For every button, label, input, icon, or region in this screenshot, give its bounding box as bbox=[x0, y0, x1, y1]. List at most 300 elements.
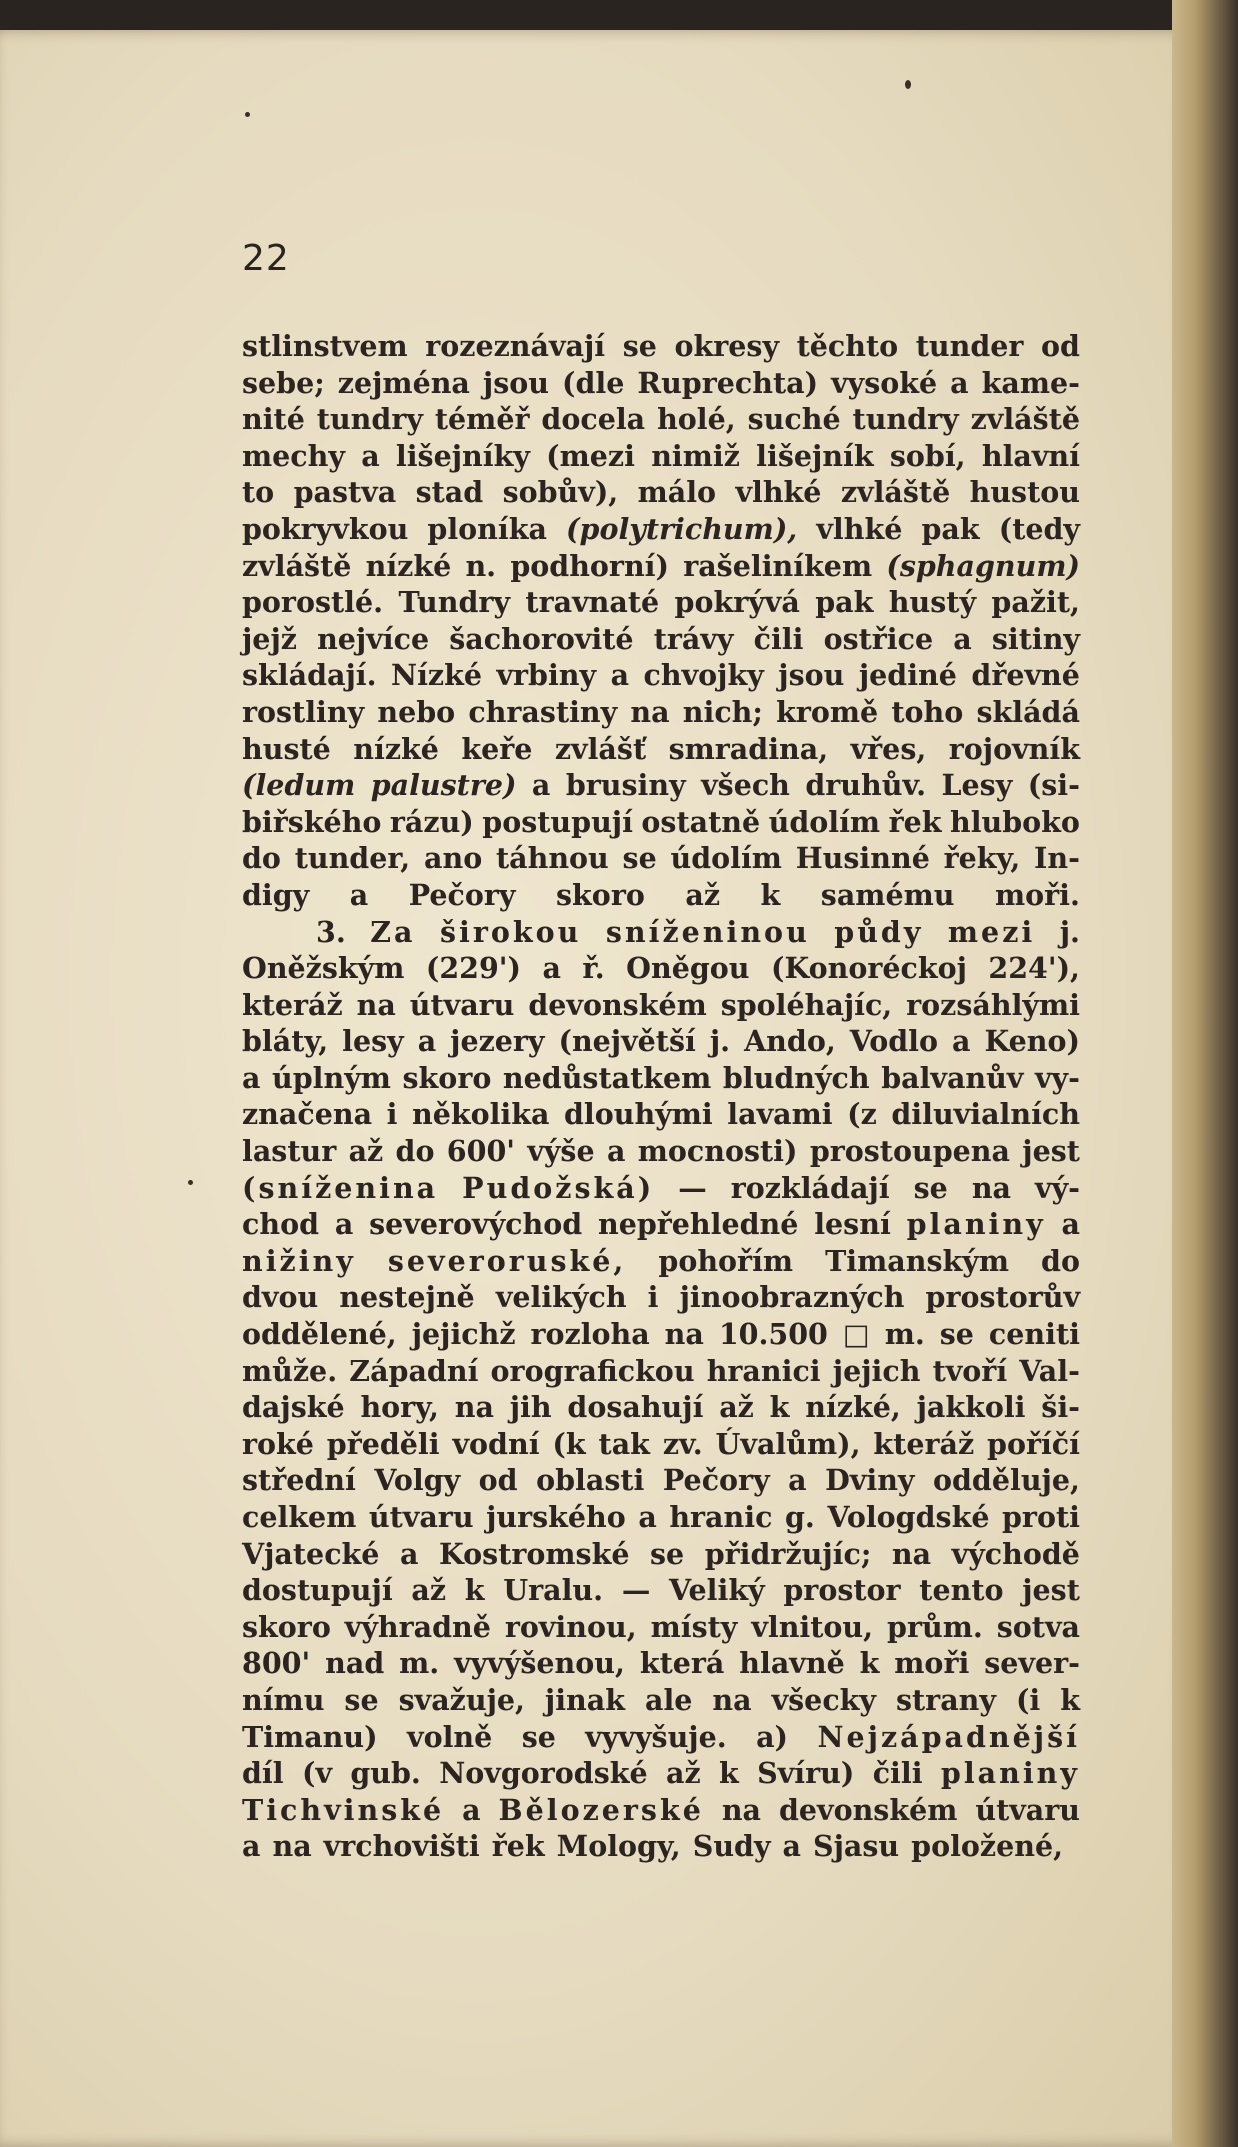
text-line bbox=[242, 511, 1080, 548]
word: Vjatecké bbox=[242, 1536, 380, 1571]
text-line bbox=[242, 1755, 1080, 1792]
word: všech bbox=[701, 768, 790, 803]
word: nízké bbox=[353, 731, 439, 766]
word: suché bbox=[747, 402, 841, 437]
word: holé, bbox=[657, 402, 736, 437]
text-line bbox=[242, 1572, 1080, 1609]
text-line bbox=[242, 328, 1080, 365]
word: Tundry bbox=[398, 585, 511, 620]
word: a bbox=[638, 1500, 657, 1534]
word: skoro bbox=[402, 1060, 492, 1095]
word: úplným bbox=[272, 1060, 391, 1095]
text-line bbox=[242, 1828, 1080, 1865]
word: ano bbox=[424, 841, 483, 876]
word: brusiny bbox=[565, 768, 686, 803]
word: prům. bbox=[887, 1609, 983, 1644]
word: — bbox=[621, 1573, 651, 1608]
word: širokou bbox=[440, 914, 582, 949]
body-text bbox=[242, 328, 1080, 1865]
word: Tichvinské bbox=[242, 1792, 445, 1827]
word: Pečory bbox=[662, 1463, 770, 1498]
word: na bbox=[712, 1682, 752, 1717]
text-line bbox=[242, 914, 1080, 951]
word: vrchovišti bbox=[323, 1829, 480, 1864]
word: proti bbox=[1002, 1500, 1080, 1534]
text-line bbox=[242, 621, 1080, 658]
word: jinak bbox=[544, 1682, 625, 1717]
word: Veliký bbox=[669, 1573, 765, 1608]
word: Lesy bbox=[941, 768, 1013, 803]
word: od bbox=[1041, 329, 1080, 363]
word: a bbox=[953, 621, 972, 656]
word: nité bbox=[242, 402, 305, 437]
word: Novgorodské bbox=[439, 1756, 648, 1791]
word: travnaté bbox=[525, 585, 660, 620]
ink-speck bbox=[188, 1180, 193, 1185]
word: nízké bbox=[365, 548, 452, 583]
word: (229') bbox=[425, 951, 522, 986]
word: trávy bbox=[653, 621, 734, 656]
word: balvanův bbox=[881, 1060, 1024, 1095]
text-line bbox=[242, 1462, 1080, 1499]
word: a bbox=[782, 1829, 801, 1864]
word: bludných bbox=[722, 1060, 870, 1095]
word: do bbox=[242, 841, 281, 876]
word: (z bbox=[847, 1097, 877, 1132]
word: samému bbox=[820, 877, 955, 912]
page-number: 22 bbox=[242, 238, 290, 279]
word: Ando, bbox=[744, 1024, 836, 1059]
word: hluboko bbox=[949, 804, 1080, 839]
word: čili bbox=[872, 1756, 923, 1791]
word: moři bbox=[894, 1646, 970, 1681]
text-line bbox=[242, 987, 1080, 1024]
text-line bbox=[242, 1682, 1080, 1719]
word: až bbox=[685, 877, 721, 912]
word: odděluje, bbox=[933, 1463, 1080, 1498]
word: Sjasu bbox=[813, 1829, 900, 1864]
word: sobův), bbox=[502, 475, 619, 510]
word: Volgy bbox=[374, 1463, 461, 1498]
text-line bbox=[242, 1023, 1080, 1060]
word: se bbox=[913, 1170, 948, 1205]
word: smradina, bbox=[668, 731, 829, 766]
word: značena bbox=[242, 1097, 373, 1132]
word: gub. bbox=[350, 1756, 421, 1791]
word: málo bbox=[637, 475, 717, 510]
word: a bbox=[542, 951, 561, 986]
text-line bbox=[242, 1060, 1080, 1097]
text-line bbox=[242, 694, 1080, 731]
word: kteráž bbox=[242, 987, 343, 1022]
word: tundry bbox=[316, 402, 423, 437]
word: skládají. bbox=[242, 658, 377, 693]
word: a bbox=[531, 768, 551, 803]
text-line bbox=[242, 1243, 1080, 1280]
word: kame- bbox=[981, 365, 1080, 400]
word: a bbox=[349, 877, 369, 912]
word: střední bbox=[242, 1463, 356, 1498]
word: a bbox=[610, 658, 630, 693]
word: druhův. bbox=[805, 768, 927, 803]
word: zvlášť bbox=[554, 731, 647, 766]
word: tento bbox=[919, 1573, 1004, 1608]
word: ř. bbox=[582, 951, 605, 986]
text-line bbox=[242, 1353, 1080, 1390]
word: tak bbox=[598, 1426, 650, 1461]
word: nebo bbox=[377, 694, 456, 729]
word: moři. bbox=[995, 877, 1080, 912]
word: m. bbox=[399, 1646, 440, 1681]
word: Timanským bbox=[825, 1243, 1009, 1278]
word: a) bbox=[756, 1719, 789, 1754]
word: Pečory bbox=[408, 877, 516, 912]
word: celkem bbox=[242, 1500, 357, 1534]
word: na bbox=[721, 1792, 761, 1827]
word: hory, bbox=[360, 1390, 439, 1425]
word: biřského bbox=[242, 804, 382, 839]
word: Mology, bbox=[556, 1829, 681, 1864]
word: táhnou bbox=[495, 841, 609, 876]
word: Úvalům), bbox=[715, 1426, 861, 1461]
word: digy bbox=[242, 877, 310, 912]
word: (ledum bbox=[242, 768, 356, 803]
word: vyvýšenou, bbox=[454, 1646, 625, 1681]
word: a bbox=[952, 1024, 971, 1059]
word: nad bbox=[325, 1646, 385, 1681]
text-line bbox=[242, 804, 1080, 841]
word: Timanu) bbox=[242, 1719, 378, 1754]
word: útvaru bbox=[368, 1500, 474, 1534]
text-line bbox=[242, 1426, 1080, 1463]
word: diluvialních bbox=[891, 1097, 1080, 1132]
word: j. bbox=[709, 1024, 731, 1059]
word: na bbox=[356, 987, 396, 1022]
word: (dle bbox=[562, 365, 625, 400]
word: a bbox=[462, 1792, 481, 1827]
word: pak bbox=[815, 585, 874, 620]
word: poříčí bbox=[987, 1426, 1080, 1461]
word: hlavní bbox=[981, 438, 1080, 473]
word: Keno) bbox=[984, 1024, 1080, 1059]
word: předěli bbox=[326, 1426, 440, 1461]
word: spoléhajíc, bbox=[720, 987, 893, 1022]
word: díl bbox=[242, 1756, 284, 1791]
word: jinoobrazných bbox=[679, 1280, 905, 1315]
word: podhorní) bbox=[510, 548, 669, 583]
word: Kostromské bbox=[438, 1536, 630, 1571]
word: Oněžským bbox=[242, 951, 405, 986]
word: a bbox=[334, 1207, 354, 1242]
word: hranic bbox=[669, 1500, 773, 1534]
word: (v bbox=[301, 1756, 332, 1791]
word: oblasti bbox=[536, 1463, 645, 1498]
word: vyvyšuje. bbox=[585, 1719, 727, 1754]
word: (si- bbox=[1027, 768, 1080, 803]
word: dosahují bbox=[567, 1390, 704, 1425]
word: stlinstvem bbox=[242, 329, 408, 363]
word: (i bbox=[1015, 1682, 1041, 1717]
word: porostlé. bbox=[242, 585, 384, 620]
word: Sudy bbox=[692, 1829, 771, 1864]
word: a bbox=[417, 1024, 437, 1059]
word: tunder bbox=[915, 329, 1024, 363]
word: řek bbox=[491, 1829, 545, 1864]
word: severovýchod bbox=[369, 1207, 583, 1242]
word: husté bbox=[242, 731, 331, 766]
word: rázu) bbox=[389, 804, 474, 839]
word: nejvíce bbox=[317, 621, 430, 656]
word: rojovník bbox=[948, 731, 1080, 766]
word: nímu bbox=[242, 1682, 325, 1717]
word: sebe; bbox=[242, 365, 325, 400]
word: až bbox=[411, 1573, 447, 1608]
word: Oněgou bbox=[626, 951, 750, 986]
word: jezery bbox=[450, 1024, 545, 1059]
word: zvláště bbox=[970, 402, 1080, 437]
word: přidržujíc; bbox=[704, 1536, 872, 1571]
word: dřevné bbox=[971, 658, 1080, 693]
word: místy bbox=[650, 1609, 738, 1644]
word: m. bbox=[884, 1317, 925, 1352]
word: vrbiny bbox=[496, 658, 597, 693]
word: jejichž bbox=[411, 1317, 516, 1352]
word: rašeliníkem bbox=[683, 548, 873, 583]
word: sever- bbox=[984, 1646, 1080, 1681]
word: vý- bbox=[1035, 1170, 1080, 1205]
text-line bbox=[242, 1609, 1080, 1646]
word: těchto bbox=[796, 329, 899, 363]
word: a bbox=[950, 365, 969, 400]
word: téměř bbox=[434, 402, 530, 437]
word: skládá bbox=[976, 694, 1080, 729]
word: (Konoréckoj bbox=[770, 951, 967, 986]
word: nepřehledné bbox=[598, 1207, 799, 1242]
word: se bbox=[650, 1536, 685, 1571]
word: Vodlo bbox=[849, 1024, 939, 1059]
word: skoro bbox=[556, 877, 645, 912]
word: všecky bbox=[771, 1682, 876, 1717]
word: k bbox=[1060, 1682, 1080, 1717]
word: sitiny bbox=[991, 621, 1080, 656]
word: jest bbox=[1022, 1134, 1080, 1169]
word: strany bbox=[895, 1682, 996, 1717]
word: se bbox=[622, 841, 657, 876]
text-line bbox=[242, 950, 1080, 987]
word: vlhké bbox=[735, 475, 822, 510]
word: oddělené, bbox=[242, 1317, 397, 1352]
word: Dviny bbox=[825, 1463, 915, 1498]
word: Západní bbox=[349, 1353, 479, 1388]
word: toho bbox=[891, 694, 964, 729]
word: (sníženina bbox=[242, 1170, 439, 1205]
ink-speck bbox=[245, 112, 250, 117]
word: dostupují bbox=[242, 1573, 393, 1608]
word: a bbox=[242, 1060, 261, 1095]
word: Ruprechta) bbox=[637, 365, 819, 400]
word: výše bbox=[527, 1134, 595, 1169]
word: k bbox=[464, 1573, 485, 1608]
word: zvláště bbox=[840, 475, 951, 510]
word: 800' bbox=[242, 1646, 311, 1681]
text-line bbox=[242, 877, 1080, 914]
word: pažit, bbox=[991, 585, 1080, 620]
word: nich; bbox=[682, 694, 763, 729]
word: (největší bbox=[558, 1024, 696, 1059]
word: mocnosti) bbox=[637, 1134, 798, 1169]
word: g. bbox=[784, 1500, 815, 1534]
word: pastva bbox=[293, 475, 397, 510]
text-line bbox=[242, 1316, 1080, 1353]
word: dlouhými bbox=[564, 1097, 713, 1132]
word: k bbox=[760, 877, 781, 912]
word: vodní bbox=[452, 1426, 540, 1461]
word: Husinné bbox=[795, 841, 930, 876]
word: kromě bbox=[776, 694, 879, 729]
word: jsou bbox=[482, 365, 549, 400]
word: jejich bbox=[832, 1353, 921, 1388]
word: okresy bbox=[674, 329, 780, 363]
word: čili bbox=[753, 621, 804, 656]
word: rostliny bbox=[242, 694, 365, 729]
text-line bbox=[242, 1499, 1080, 1536]
word: vlnitou, bbox=[751, 1609, 874, 1644]
word: sobí, bbox=[889, 438, 966, 473]
word: postupují bbox=[482, 804, 633, 839]
word: pak bbox=[921, 511, 980, 546]
text-line bbox=[242, 1389, 1080, 1426]
text-line bbox=[242, 1536, 1080, 1573]
word: jediné bbox=[858, 658, 957, 693]
word: na bbox=[630, 694, 670, 729]
word: lavami bbox=[727, 1097, 833, 1132]
word: vy- bbox=[1035, 1060, 1080, 1095]
word: se bbox=[939, 1317, 974, 1352]
word: šachorovité bbox=[449, 621, 634, 656]
word: dvou bbox=[242, 1280, 319, 1315]
word: 10.500 bbox=[718, 1317, 828, 1352]
word: n. bbox=[465, 548, 497, 583]
word: sotva bbox=[996, 1609, 1080, 1644]
word: Pudožská) bbox=[462, 1170, 655, 1205]
word: i bbox=[386, 1097, 398, 1132]
word: rozeznávají bbox=[425, 329, 606, 363]
text-line bbox=[242, 438, 1080, 475]
word: Nejzápadnější bbox=[817, 1719, 1080, 1754]
word: sníženinou bbox=[605, 914, 810, 949]
word: východě bbox=[951, 1536, 1080, 1571]
word: zejména bbox=[337, 365, 470, 400]
word: mezi bbox=[947, 914, 1036, 949]
word: jurského bbox=[486, 1500, 626, 1534]
word: nízké, bbox=[805, 1390, 901, 1425]
word: lišejníky bbox=[395, 438, 530, 473]
word: chod bbox=[242, 1207, 320, 1242]
word: □ bbox=[842, 1317, 870, 1352]
text-line bbox=[242, 1206, 1080, 1243]
word: a bbox=[242, 1829, 261, 1864]
word: roké bbox=[242, 1426, 314, 1461]
word: 224'), bbox=[988, 951, 1080, 986]
word: nižiny bbox=[242, 1243, 356, 1278]
word: docela bbox=[541, 402, 646, 437]
word: údolím bbox=[670, 841, 782, 876]
word: dajské bbox=[242, 1390, 345, 1425]
text-line bbox=[242, 474, 1080, 511]
word: (tedy bbox=[998, 511, 1080, 546]
word: i bbox=[647, 1280, 659, 1315]
word: pohořím bbox=[658, 1243, 794, 1278]
word: rovinou, bbox=[504, 1609, 637, 1644]
word: jsou bbox=[778, 658, 845, 693]
word: velikých bbox=[495, 1280, 627, 1315]
text-line bbox=[242, 840, 1080, 877]
word: bláty, bbox=[242, 1024, 329, 1059]
word: výhradně bbox=[344, 1609, 491, 1644]
word: jakkoli bbox=[916, 1390, 1026, 1425]
page-edge bbox=[1172, 0, 1238, 2147]
word: svažuje, bbox=[398, 1682, 525, 1717]
word: útvaru bbox=[975, 1792, 1080, 1827]
word: ostatně bbox=[641, 804, 761, 839]
word: vlhké bbox=[816, 511, 903, 546]
word: ši- bbox=[1041, 1390, 1080, 1425]
book-page bbox=[0, 30, 1190, 2147]
word: Nízké bbox=[391, 658, 482, 693]
word: pokryvkou bbox=[242, 511, 409, 546]
text-line bbox=[242, 401, 1080, 438]
word: pokrývá bbox=[674, 585, 800, 620]
word: hranici bbox=[706, 1353, 821, 1388]
word: (polytrichum), bbox=[566, 511, 798, 546]
word: prostoupena bbox=[809, 1134, 1010, 1169]
word: ale bbox=[644, 1682, 693, 1717]
word: Val- bbox=[1019, 1353, 1080, 1388]
word: a bbox=[606, 1134, 626, 1169]
word: Bělozerské bbox=[498, 1792, 704, 1827]
word: — bbox=[678, 1170, 707, 1205]
word: zvláště bbox=[242, 548, 352, 583]
word: se bbox=[344, 1682, 379, 1717]
word: a bbox=[788, 1463, 807, 1498]
word: až bbox=[348, 1134, 384, 1169]
word: vysoké bbox=[831, 365, 938, 400]
word: mechy bbox=[242, 438, 345, 473]
word: jih bbox=[509, 1390, 552, 1425]
word: na bbox=[664, 1317, 704, 1352]
word: nestejně bbox=[339, 1280, 475, 1315]
word: a bbox=[399, 1536, 419, 1571]
word: (k bbox=[552, 1426, 586, 1461]
word: Za bbox=[370, 914, 416, 949]
word: chvojky bbox=[643, 658, 764, 693]
word: hustou bbox=[969, 475, 1080, 510]
word: k bbox=[859, 1646, 880, 1681]
text-line bbox=[242, 767, 1080, 804]
word: rozloha bbox=[530, 1317, 650, 1352]
word: nedůstatkem bbox=[502, 1060, 712, 1095]
word: 600' bbox=[446, 1134, 515, 1169]
word: a bbox=[361, 438, 380, 473]
word: nimiž bbox=[651, 438, 740, 473]
text-line bbox=[242, 548, 1080, 585]
word: j. bbox=[1059, 914, 1080, 949]
word: tundry bbox=[852, 402, 959, 437]
word: planiny bbox=[940, 1756, 1080, 1791]
word: může. bbox=[242, 1353, 338, 1388]
word: na bbox=[891, 1536, 932, 1571]
word: na bbox=[454, 1390, 494, 1425]
